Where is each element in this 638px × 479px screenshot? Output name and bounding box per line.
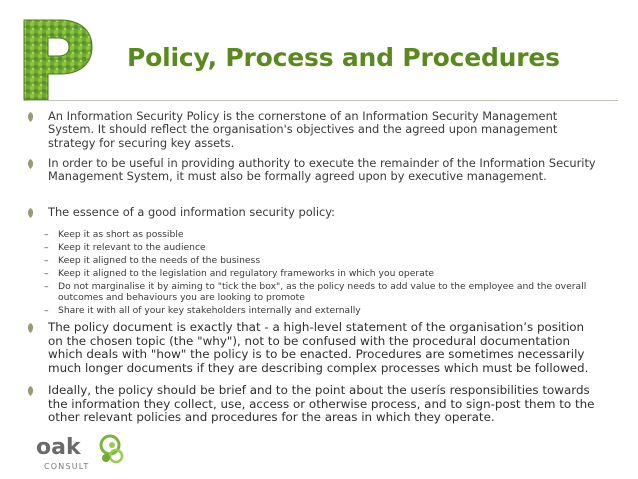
bullet-item bbox=[48, 206, 596, 219]
bullet-item bbox=[48, 384, 596, 425]
title-divider bbox=[28, 100, 618, 101]
sub-bullet-dash: – bbox=[44, 242, 49, 253]
sub-bullet-item bbox=[44, 229, 596, 240]
slide-title: Policy, Process and Procedures bbox=[127, 43, 560, 72]
leaf-bullet-icon bbox=[26, 323, 35, 333]
bullet-text: In order to be useful in providing authority to execute the remainder of the Information Security Management System, it must also be formally agreed upon by executive management. bbox=[48, 156, 596, 184]
sub-bullet-text: Keep it aligned to the needs of the business bbox=[58, 255, 261, 266]
leaf-bullet-icon bbox=[26, 159, 35, 169]
sub-bullet-dash: – bbox=[44, 255, 49, 266]
sub-bullet-item bbox=[44, 255, 596, 266]
sub-bullet-item bbox=[44, 242, 596, 253]
sub-bullet-dash: – bbox=[44, 268, 49, 279]
sub-bullet-text: Do not marginalise it by aiming to "tick the box", as the policy needs to add value to the employee and the overall outcomes and behaviours you are looking to promote bbox=[58, 281, 587, 303]
sub-bullet-item bbox=[44, 305, 596, 316]
bullet-text: An Information Security Policy is the cornerstone of an Information Security Management System. It should reflect the organisation's objectives and the agreed upon management strategy for securing key assets. bbox=[48, 109, 558, 150]
bullet-item bbox=[48, 321, 596, 375]
sub-bullet-dash: – bbox=[44, 281, 49, 292]
sub-bullet-item bbox=[44, 281, 596, 303]
sub-bullet-item bbox=[44, 268, 596, 279]
sub-bullet-text: Keep it as short as possible bbox=[58, 229, 184, 240]
bullet-text: The essence of a good information security policy: bbox=[48, 205, 336, 219]
oak-tree-logo-icon bbox=[101, 436, 122, 462]
oak-consult-logo bbox=[36, 432, 136, 472]
leaf-bullet-icon bbox=[26, 386, 35, 396]
bullet-text: The policy document is exactly that - a high-level statement of the organisation’s position on the chosen topic (the "why"), not to be confused with the procedural documentation which deals with "how" the policy is to be enacted. Procedures are sometimes necessarily much longer documents if they are describing complex processes which must be followed. bbox=[48, 320, 589, 375]
leaf-letter-p-logo bbox=[14, 14, 96, 106]
sub-bullet-text: Keep it aligned to the legislation and regulatory frameworks in which you operate bbox=[58, 268, 435, 279]
sub-bullet-text: Keep it relevant to the audience bbox=[58, 242, 206, 253]
bullet-item bbox=[48, 157, 596, 184]
leaf-bullet-icon bbox=[26, 208, 35, 218]
sub-bullet-text: Share it with all of your key stakeholders internally and externally bbox=[58, 305, 361, 316]
bullet-text: Ideally, the policy should be brief and to the point about the userís responsibilities towards the information they collect, use, access or otherwise process, and to sign-post them to the other relevant policies and procedures for the areas in which they operate. bbox=[48, 383, 595, 424]
bullet-item bbox=[48, 110, 596, 150]
svg-text:CONSULT: CONSULT bbox=[44, 462, 90, 471]
sub-bullet-dash: – bbox=[44, 229, 49, 240]
sub-bullet-dash: – bbox=[44, 305, 49, 316]
leaf-bullet-icon bbox=[26, 112, 35, 122]
svg-text:oak: oak bbox=[36, 435, 81, 460]
